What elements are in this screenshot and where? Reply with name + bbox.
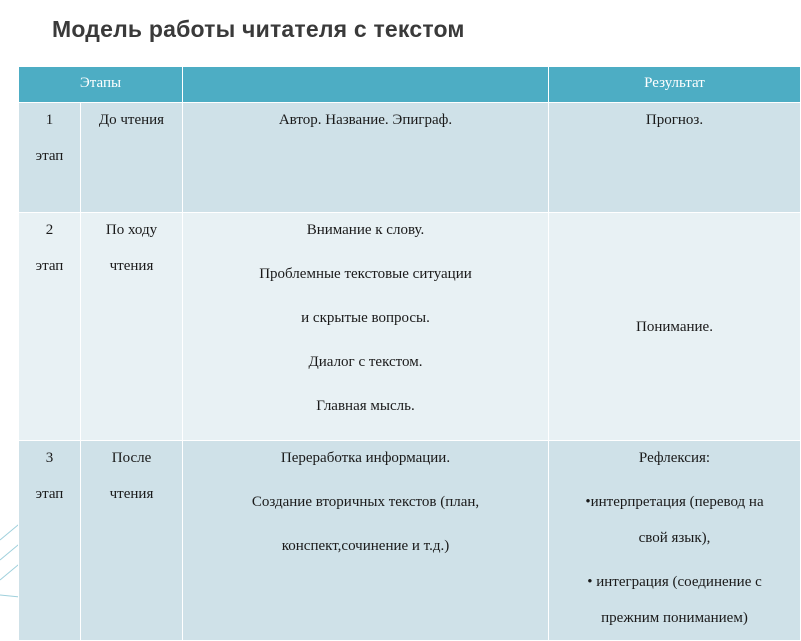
- result-line: свой язык),: [638, 530, 711, 546]
- stage-content-cell: [183, 103, 549, 213]
- table-row: [19, 441, 801, 641]
- stage-name-line: чтения: [109, 486, 154, 502]
- stage-number-cell: [19, 103, 81, 213]
- result-line: прежним пониманием): [601, 610, 748, 626]
- result-line: Рефлексия:: [638, 450, 711, 466]
- stage-name-line: чтения: [109, 258, 154, 274]
- stage-result-cell: [549, 103, 801, 213]
- header-content: [183, 67, 549, 103]
- stage-number-cell: [19, 213, 81, 441]
- content-line: Автор. Название. Эпиграф.: [278, 112, 453, 128]
- stage-number-cell: [19, 441, 81, 641]
- header-result: Результат: [549, 67, 801, 103]
- stage-word: этап: [35, 148, 64, 164]
- stage-name-cell: [81, 441, 183, 641]
- content-line: конспект,сочинение и т.д.): [281, 538, 450, 554]
- stage-name-cell: [81, 103, 183, 213]
- stage-word: этап: [35, 258, 64, 274]
- stage-word: этап: [35, 486, 64, 502]
- table-row: [19, 213, 801, 441]
- content-line: Проблемные текстовые ситуации: [259, 266, 472, 282]
- stage-name-line: По ходу: [105, 222, 158, 238]
- stage-number: 1: [45, 112, 54, 128]
- stage-name: До чтения: [98, 112, 165, 128]
- content-line: и скрытые вопросы.: [301, 310, 430, 326]
- stage-number: 3: [45, 450, 54, 466]
- content-line: Главная мысль.: [316, 398, 415, 414]
- stage-number: 2: [45, 222, 54, 238]
- result-line: Понимание.: [636, 318, 713, 335]
- stage-content-cell: [183, 441, 549, 641]
- stage-content-cell: [183, 213, 549, 441]
- header-stages: Этапы: [19, 67, 183, 103]
- content-line: Диалог с текстом.: [308, 354, 423, 370]
- content-line: Внимание к слову.: [306, 222, 425, 238]
- reading-model-table: [18, 66, 801, 641]
- result-line: •интерпретация (перевод на: [585, 494, 764, 510]
- table-header-row: [19, 67, 801, 103]
- table-row: [19, 103, 801, 213]
- content-line: Переработка информации.: [280, 450, 451, 466]
- content-line: Создание вторичных текстов (план,: [251, 494, 480, 510]
- result-line: Прогноз.: [645, 112, 704, 128]
- stage-result-cell: [549, 213, 801, 441]
- stage-name-cell: [81, 213, 183, 441]
- result-line: • интеграция (соединение с: [587, 574, 762, 590]
- stage-name-line: После: [111, 450, 152, 466]
- stage-result-cell: [549, 441, 801, 641]
- page-title: Модель работы читателя с текстом: [52, 16, 465, 42]
